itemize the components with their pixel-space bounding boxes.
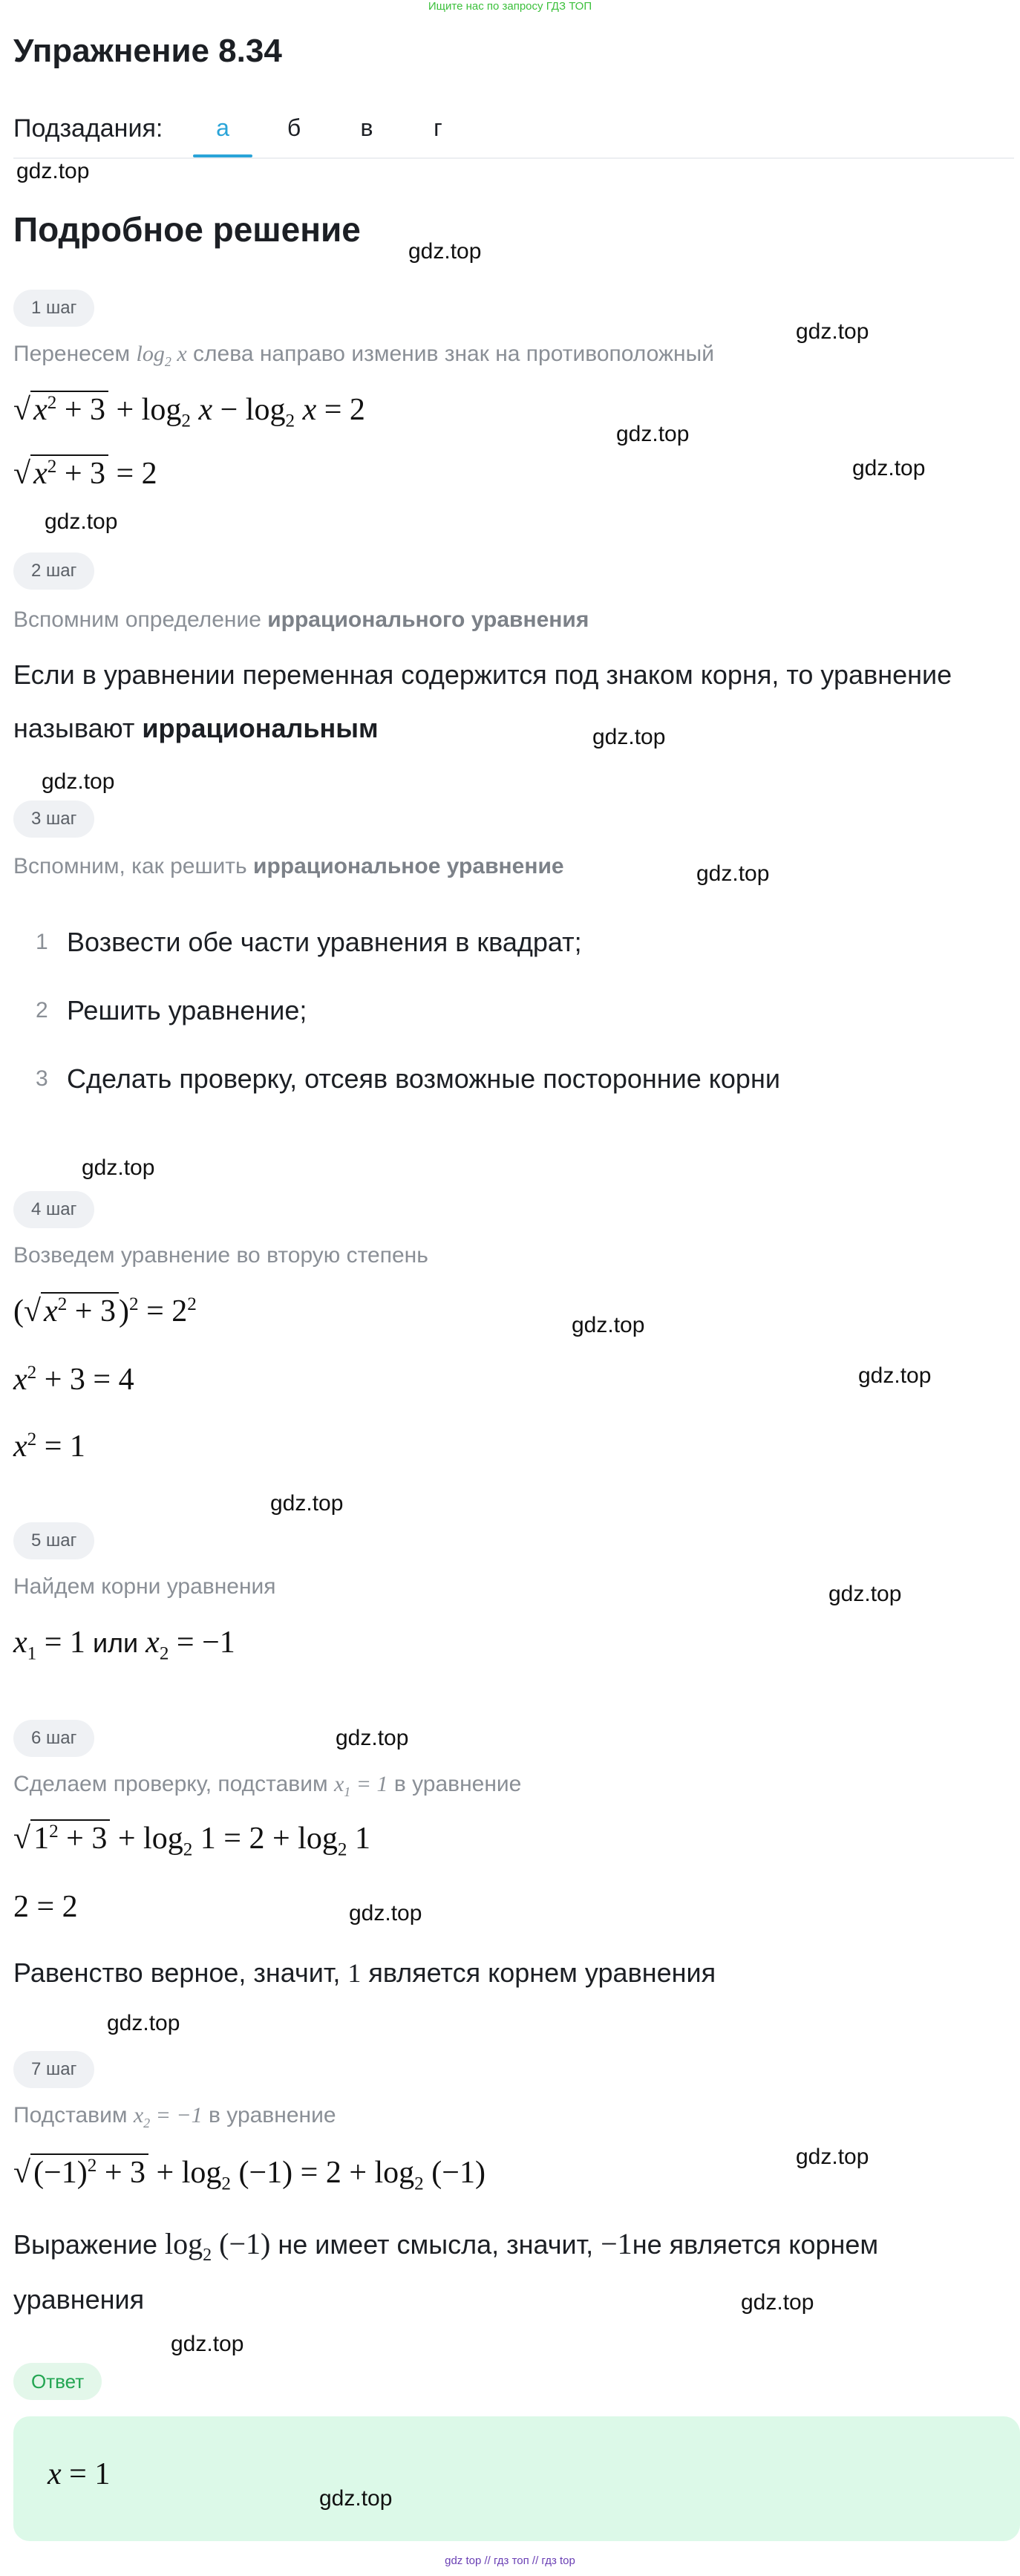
step1-equation-1: $√x^2 + 3 + \log_2 x - \log_2 x = 2$ — [13, 391, 365, 431]
step6-equation-1: $√1^2 + 3 + \log_2 1 = 2 + \log_2 1$ — [13, 1819, 370, 1860]
watermark: gdz.top — [852, 456, 926, 480]
step3-hint: Вспомним, как решить иррациональное уравнение — [13, 854, 564, 878]
step2-definition-line1: Если в уравнении переменная содержится под знаком корня, то уравнение — [13, 659, 952, 690]
watermark: gdz.top — [349, 1901, 422, 1926]
step7-conclusion-line1: Выражение $\log_2 (-1)$ не имеет смысла, значит, −1не является корнем — [13, 2227, 879, 2265]
step7-equation: $√(-1)^2 + 3 + \log_2 (-1) = 2 + \log_2 (-1)$ — [13, 2153, 486, 2194]
watermark: gdz.top — [171, 2332, 244, 2356]
answer-box — [13, 2416, 1020, 2541]
watermark: gdz.top — [696, 861, 770, 886]
watermark: gdz.top — [741, 2290, 814, 2315]
watermark: gdz.top — [319, 2486, 393, 2511]
list-item: Возвести обе части уравнения в квадрат; — [67, 927, 582, 957]
watermark: gdz.top — [270, 1491, 344, 1516]
tab-v[interactable]: в — [360, 114, 373, 141]
list-item: Сделать проверку, отсеяв возможные посторонние корни — [67, 1063, 780, 1094]
step4-equation-1: $(√x^2 + 3)^2 = 2^2$ — [13, 1292, 197, 1329]
watermark: gdz.top — [42, 769, 115, 794]
watermark: gdz.top — [572, 1313, 645, 1337]
step6-hint: Сделаем проверку, подставим $x_1 = 1$ в уравнение — [13, 1772, 522, 1799]
tab-g[interactable]: г — [434, 114, 442, 141]
list-item-number: 3 — [36, 1066, 48, 1091]
watermark: gdz.top — [16, 159, 90, 183]
step2-definition-line2: называют иррациональным — [13, 713, 379, 743]
step4-equation-3: $x^2 = 1$ — [13, 1429, 85, 1464]
top-banner[interactable]: Ищите нас по запросу ГДЗ ТОП — [428, 0, 592, 13]
list-item-number: 1 — [36, 930, 48, 954]
step2-hint: Вспомним определение иррационального уравнения — [13, 607, 589, 632]
step1-equation-2: $√x^2 + 3 = 2$ — [13, 454, 157, 492]
watermark: gdz.top — [408, 239, 482, 264]
answer-value: x = 1 — [48, 2457, 111, 2491]
step-badge-2: 2 шаг — [13, 552, 94, 590]
tab-a[interactable]: а — [216, 114, 229, 141]
step6-equation-2: 2 = 2 — [13, 1890, 78, 1924]
watermark: gdz.top — [616, 422, 690, 446]
list-item-number: 2 — [36, 998, 48, 1023]
step-badge-4: 4 шаг — [13, 1191, 94, 1228]
watermark: gdz.top — [796, 2145, 869, 2169]
watermark: gdz.top — [592, 725, 666, 749]
step-badge-7: 7 шаг — [13, 2051, 94, 2088]
step7-hint: Подставим $x_2 = -1$ в уравнение — [13, 2103, 336, 2130]
list-item: Решить уравнение; — [67, 995, 307, 1025]
step5-roots: $x_1 = 1$ или $x_2 = -1$ — [13, 1626, 235, 1664]
watermark: gdz.top — [858, 1363, 932, 1388]
watermark: gdz.top — [828, 1582, 902, 1606]
step1-hint: Перенесем $\log_2 x$ слева направо изменив знак на противоположный — [13, 342, 714, 369]
step-badge-5: 5 шаг — [13, 1522, 94, 1559]
watermark: gdz.top — [82, 1155, 155, 1180]
step6-conclusion: Равенство верное, значит, 1 является корнем уравнения — [13, 1957, 716, 1988]
step4-equation-2: $x^2 + 3 = 4$ — [13, 1363, 134, 1397]
watermark: gdz.top — [336, 1726, 409, 1750]
tabs-divider — [13, 157, 1014, 159]
solution-heading: Подробное решение — [13, 210, 361, 249]
page-title: Упражнение 8.34 — [13, 33, 282, 69]
step-badge-1: 1 шаг — [13, 290, 94, 327]
step7-conclusion-line2: уравнения — [13, 2284, 145, 2315]
step-badge-6: 6 шаг — [13, 1720, 94, 1757]
tab-b[interactable]: б — [287, 114, 301, 141]
step4-hint: Возведем уравнение во вторую степень — [13, 1243, 428, 1268]
footer-links[interactable]: gdz top // гдз топ // гдз top — [445, 2554, 575, 2567]
step-badge-3: 3 шаг — [13, 800, 94, 838]
watermark: gdz.top — [796, 319, 869, 344]
watermark: gdz.top — [45, 509, 118, 534]
answer-badge: Ответ — [13, 2363, 102, 2400]
watermark: gdz.top — [107, 2011, 180, 2035]
subtasks-label: Подзадания: — [13, 114, 163, 143]
step5-hint: Найдем корни уравнения — [13, 1574, 276, 1599]
